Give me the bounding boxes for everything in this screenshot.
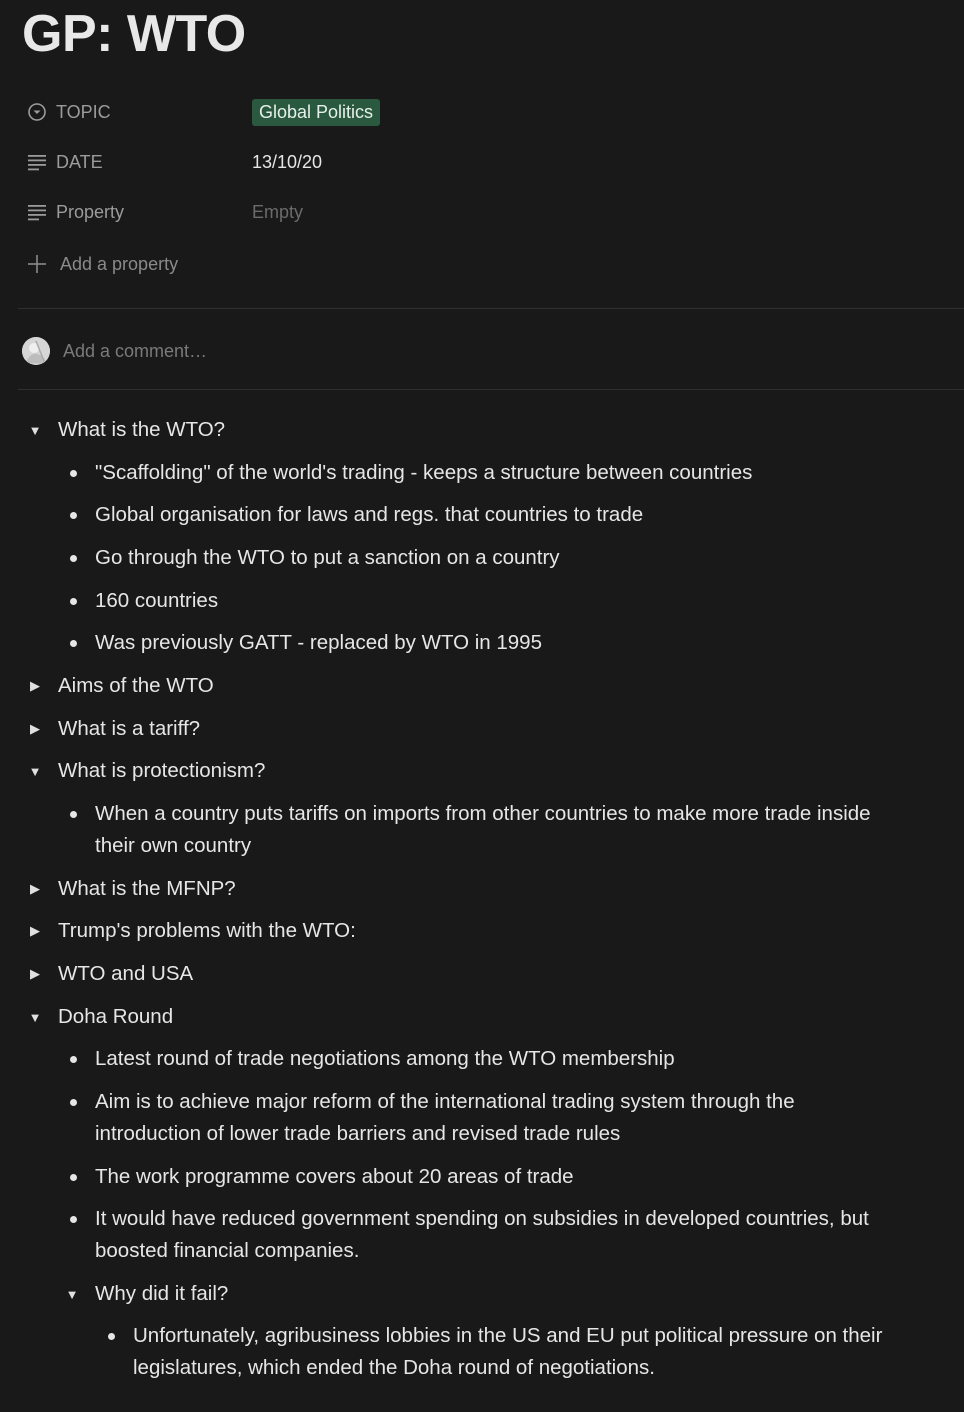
list-item-continuation[interactable]: introduction of lower trade barriers and revised trade rules bbox=[95, 1122, 621, 1145]
list-item[interactable]: Unfortunately, agribusiness lobbies in the US and EU put political pressure on their bbox=[133, 1324, 883, 1347]
plus-icon bbox=[26, 253, 48, 275]
bullet-icon bbox=[70, 1056, 77, 1063]
list-item[interactable]: Was previously GATT - replaced by WTO in 1995 bbox=[95, 631, 542, 654]
bullet-icon bbox=[70, 555, 77, 562]
toggle-heading[interactable]: Trump's problems with the WTO: bbox=[58, 919, 356, 942]
toggle-heading[interactable]: Aims of the WTO bbox=[58, 674, 214, 697]
property-key-topic[interactable] bbox=[18, 101, 252, 123]
property-key-date[interactable] bbox=[18, 151, 252, 173]
toggle-closed-icon[interactable]: ▶ bbox=[30, 721, 40, 736]
bullet-icon bbox=[70, 512, 77, 519]
property-key-label: TOPIC bbox=[56, 101, 111, 122]
list-item-continuation[interactable]: their own country bbox=[95, 834, 252, 857]
divider bbox=[18, 308, 964, 309]
bullet-icon bbox=[108, 1333, 115, 1340]
list-item-continuation[interactable]: boosted financial companies. bbox=[95, 1239, 360, 1262]
divider bbox=[18, 389, 964, 390]
bullet-icon bbox=[70, 470, 77, 477]
list-item[interactable]: When a country puts tariffs on imports from other countries to make more trade inside bbox=[95, 802, 871, 825]
bullet-icon bbox=[70, 640, 77, 647]
comment-input[interactable] bbox=[63, 341, 463, 362]
list-item-continuation[interactable]: legislatures, which ended the Doha round of negotiations. bbox=[133, 1356, 655, 1379]
toggle-open-icon[interactable]: ▼ bbox=[65, 1286, 79, 1302]
toggle-open-icon[interactable]: ▼ bbox=[28, 763, 42, 779]
toggle-heading[interactable]: What is the MFNP? bbox=[58, 877, 236, 900]
property-key-label: DATE bbox=[56, 151, 103, 172]
bullet-icon bbox=[70, 1216, 77, 1223]
topic-tag: Global Politics bbox=[252, 99, 380, 126]
select-icon bbox=[26, 101, 48, 123]
toggle-heading[interactable]: Why did it fail? bbox=[95, 1282, 229, 1305]
toggle-closed-icon[interactable]: ▶ bbox=[30, 678, 40, 693]
toggle-heading[interactable]: Doha Round bbox=[58, 1005, 174, 1028]
property-row-topic[interactable] bbox=[18, 92, 958, 132]
property-value-topic[interactable] bbox=[252, 99, 380, 126]
add-property-label: Add a property bbox=[60, 253, 179, 274]
text-lines-icon bbox=[26, 201, 48, 223]
toggle-open-icon[interactable]: ▼ bbox=[28, 1009, 42, 1025]
bullet-icon bbox=[70, 1099, 77, 1106]
list-item[interactable]: Latest round of trade negotiations among the WTO membership bbox=[95, 1047, 675, 1070]
text-lines-icon bbox=[26, 151, 48, 173]
property-row-property[interactable] bbox=[18, 192, 958, 232]
toggle-open-icon[interactable]: ▼ bbox=[28, 422, 42, 438]
list-item[interactable]: "Scaffolding" of the world's trading - keeps a structure between countries bbox=[95, 461, 753, 484]
list-item[interactable]: Global organisation for laws and regs. that countries to trade bbox=[95, 503, 644, 526]
property-row-date[interactable] bbox=[18, 142, 958, 182]
add-property-button[interactable] bbox=[18, 244, 958, 284]
list-item[interactable]: It would have reduced government spending on subsidies in developed countries, but bbox=[95, 1207, 869, 1230]
list-item[interactable]: The work programme covers about 20 areas of trade bbox=[95, 1165, 574, 1188]
property-key-label: Property bbox=[56, 201, 125, 222]
property-key-property[interactable] bbox=[18, 201, 252, 223]
property-value-date[interactable]: 13/10/20 bbox=[252, 151, 323, 172]
toggle-heading[interactable]: What is protectionism? bbox=[58, 759, 266, 782]
list-item[interactable]: Go through the WTO to put a sanction on a country bbox=[95, 546, 560, 569]
bullet-icon bbox=[70, 811, 77, 818]
toggle-heading[interactable]: What is the WTO? bbox=[58, 418, 226, 441]
add-property-inner[interactable] bbox=[18, 253, 178, 275]
toggle-closed-icon[interactable]: ▶ bbox=[30, 923, 40, 938]
toggle-heading[interactable]: WTO and USA bbox=[58, 962, 194, 985]
comment-row bbox=[22, 336, 463, 366]
toggle-closed-icon[interactable]: ▶ bbox=[30, 966, 40, 981]
list-item[interactable]: Aim is to achieve major reform of the international trading system through the bbox=[95, 1090, 795, 1113]
property-value-empty[interactable]: Empty bbox=[252, 201, 304, 222]
avatar bbox=[22, 337, 50, 365]
bullet-icon bbox=[70, 1174, 77, 1181]
page-title[interactable]: GP: WTO bbox=[22, 5, 246, 63]
toggle-heading[interactable]: What is a tariff? bbox=[58, 717, 201, 740]
bullet-icon bbox=[70, 598, 77, 605]
toggle-closed-icon[interactable]: ▶ bbox=[30, 881, 40, 896]
list-item[interactable]: 160 countries bbox=[95, 589, 219, 612]
